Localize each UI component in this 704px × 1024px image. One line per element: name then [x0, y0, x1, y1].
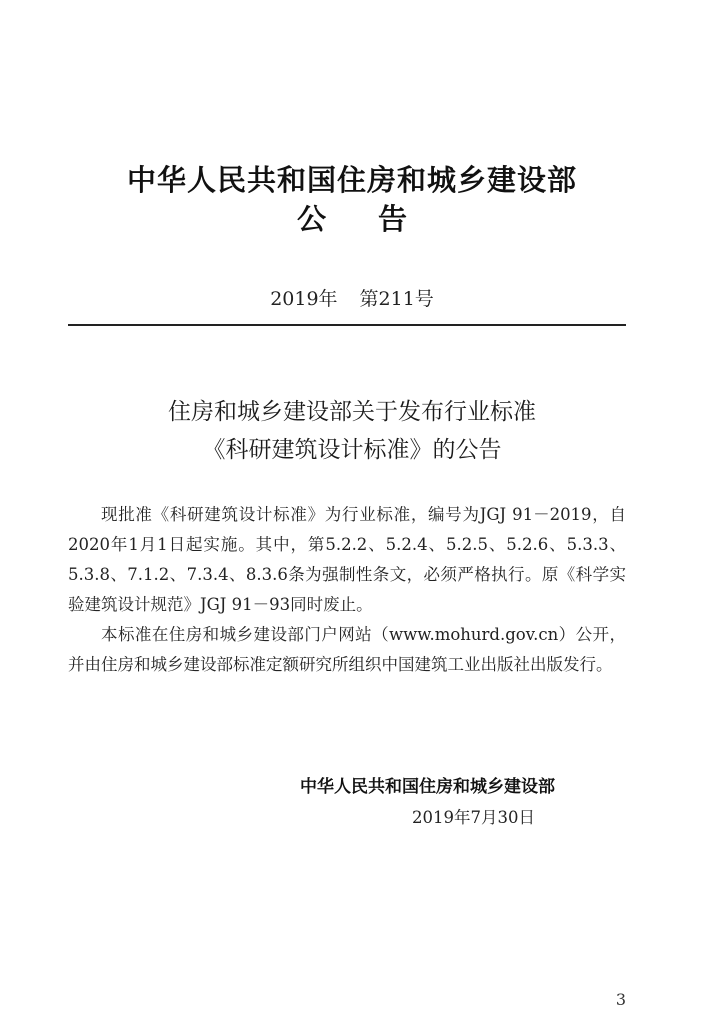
signature-organization: 中华人民共和国住房和城乡建设部 [300, 777, 555, 797]
body-paragraph-1: 现批准《科研建筑设计标准》为行业标准，编号为JGJ 91－2019，自2020年1月1日起实施。其中，第5.2.2、5.2.4、5.2.5、5.2.6、5.3.3、5.3.8、7.1.2、7.3.4、8.3.6条为强制性条文，必须严格执行。原《科学实验建筑设计规范》JGJ 91－93同时废止。 [68, 505, 626, 614]
issue-number [0, 284, 704, 311]
page-number: 3 [615, 990, 626, 1009]
document-body [68, 500, 626, 680]
issue-year: 2019年 [270, 288, 338, 310]
ministry-header: 中华人民共和国住房和城乡建设部 [126, 163, 577, 197]
document-title [0, 393, 704, 469]
issue-no: 第211号 [359, 288, 434, 310]
signature-date: 2019年7月30日 [412, 808, 535, 827]
document-title-line-2: 《科研建筑设计标准》的公告 [202, 437, 502, 463]
document-title-line-1: 住房和城乡建设部关于发布行业标准 [168, 399, 536, 425]
header-divider [68, 324, 626, 326]
announcement-label: 公告 [296, 202, 459, 236]
body-paragraph-2: 本标准在住房和城乡建设部门户网站（www.mohurd.gov.cn）公开，并由住房和城乡建设部标准定额研究所组织中国建筑工业出版社出版发行。 [68, 625, 626, 674]
